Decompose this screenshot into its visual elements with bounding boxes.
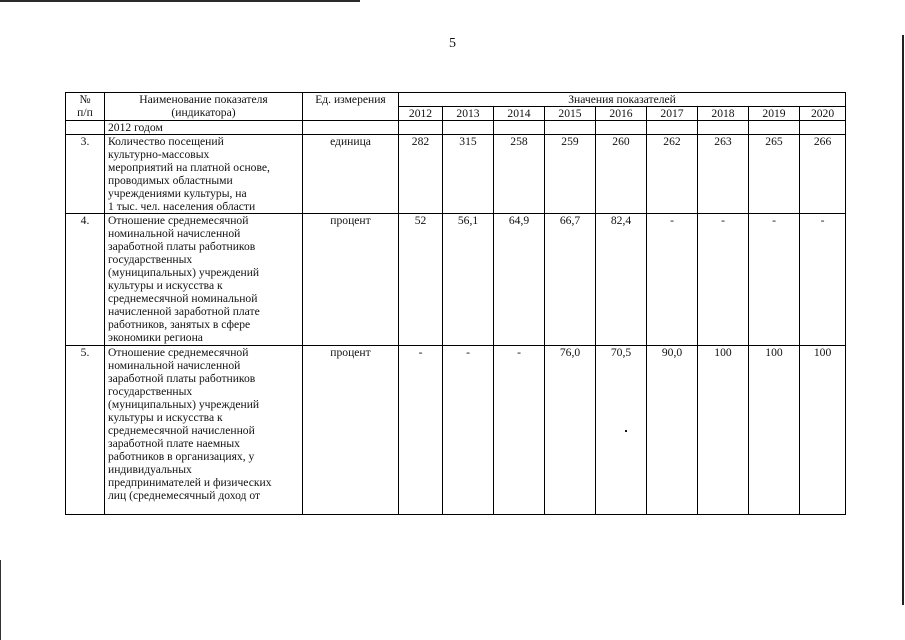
name-line: Отношение среднемесячной <box>108 346 249 359</box>
value-cell: 265 <box>749 135 800 214</box>
value-cell: 56,1 <box>443 214 494 346</box>
scan-edge-top <box>0 0 360 2</box>
value-cell: 100 <box>749 346 800 515</box>
indicator-name <box>105 214 303 346</box>
name-line: культуры и искусства к <box>108 279 223 292</box>
header-year: 2015 <box>545 107 596 121</box>
name-line: культурно-массовых <box>108 148 210 161</box>
header-year: 2012 <box>399 107 443 121</box>
header-name <box>105 93 303 121</box>
value-cell: 76,0 <box>545 346 596 515</box>
unit-cell: процент <box>303 214 399 346</box>
name-line: (муниципальных) учреждений <box>108 266 260 279</box>
row-number: 5. <box>66 346 105 515</box>
table-row-3 <box>66 135 846 214</box>
name-line: проводимых областными <box>108 174 233 187</box>
value-cell: 259 <box>545 135 596 214</box>
header-year: 2018 <box>698 107 749 121</box>
value-cell: 100 <box>800 346 846 515</box>
value-cell: 260 <box>596 135 647 214</box>
name-line: предпринимателей и физических <box>108 476 272 489</box>
name-line: заработной плате наемных <box>108 437 240 450</box>
value-cell: 263 <box>698 135 749 214</box>
value-cell: 52 <box>399 214 443 346</box>
value-cell: 282 <box>399 135 443 214</box>
indicator-name <box>105 346 303 515</box>
name-line: (муниципальных) учреждений <box>108 398 260 411</box>
header-year: 2013 <box>443 107 494 121</box>
scan-edge-left <box>0 560 1 640</box>
name-line: экономики региона <box>108 331 203 344</box>
table-cell <box>698 121 749 135</box>
name-line: Отношение среднемесячной <box>108 214 249 227</box>
name-line: заработной платы работников <box>108 240 256 253</box>
value-cell: 258 <box>494 135 545 214</box>
table-cell <box>596 121 647 135</box>
table-cell <box>749 121 800 135</box>
header-unit: Ед. измерения <box>303 93 399 121</box>
table-cell <box>303 121 399 135</box>
scan-edge-right <box>902 35 904 605</box>
table-cell <box>494 121 545 135</box>
header-num-line2: п/п <box>77 106 93 119</box>
value-cell: - <box>698 214 749 346</box>
header-year: 2019 <box>749 107 800 121</box>
table-cell <box>399 121 443 135</box>
unit-cell: процент <box>303 346 399 515</box>
value-cell: 100 <box>698 346 749 515</box>
name-line: работников в организациях, у <box>108 450 255 463</box>
value-cell: 262 <box>647 135 698 214</box>
name-line: лиц (среднемесячный доход от <box>108 489 261 502</box>
name-line: начисленной заработной плате <box>108 305 260 318</box>
scan-speck <box>625 430 627 432</box>
header-year: 2017 <box>647 107 698 121</box>
value-cell: - <box>647 214 698 346</box>
name-line: номинальной начисленной <box>108 359 241 372</box>
table-cell <box>647 121 698 135</box>
name-line: культуры и искусства к <box>108 411 223 424</box>
header-num-line1: № <box>79 93 91 106</box>
row-number: 4. <box>66 214 105 346</box>
header-name-line2: (индикатора) <box>171 106 236 119</box>
name-line: номинальной начисленной <box>108 227 241 240</box>
header-values-group: Значения показателей <box>399 93 846 107</box>
value-cell: 70,5 <box>596 346 647 515</box>
table-cell <box>66 121 105 135</box>
header-year: 2016 <box>596 107 647 121</box>
continuation-row <box>66 121 846 135</box>
name-line: заработной платы работников <box>108 372 256 385</box>
name-line: среднемесячной начисленной <box>108 424 255 437</box>
value-cell: 64,9 <box>494 214 545 346</box>
table-cell <box>545 121 596 135</box>
value-cell: 82,4 <box>596 214 647 346</box>
header-year: 2020 <box>800 107 846 121</box>
name-line: Количество посещений <box>108 135 224 148</box>
indicators-table <box>65 92 846 515</box>
value-cell: - <box>749 214 800 346</box>
value-cell: - <box>494 346 545 515</box>
table-cell <box>800 121 846 135</box>
indicator-name <box>105 135 303 214</box>
table-row-4 <box>66 214 846 346</box>
header-num <box>66 93 105 121</box>
value-cell: - <box>800 214 846 346</box>
name-line: работников, занятых в сфере <box>108 318 251 331</box>
header-year: 2014 <box>494 107 545 121</box>
name-line: среднемесячной номинальной <box>108 292 258 305</box>
name-line: мероприятий на платной основе, <box>108 161 270 174</box>
value-cell: - <box>399 346 443 515</box>
name-line: государственных <box>108 253 193 266</box>
table-row-5 <box>66 346 846 515</box>
name-line: индивидуальных <box>108 463 192 476</box>
header-name-line1: Наименование показателя <box>139 93 268 106</box>
name-line: 1 тыс. чел. населения области <box>108 200 256 213</box>
name-line: государственных <box>108 385 193 398</box>
page-number: 5 <box>449 36 456 51</box>
name-line: учреждениями культуры, на <box>108 187 247 200</box>
unit-cell: единица <box>303 135 399 214</box>
table-cell <box>443 121 494 135</box>
value-cell: 266 <box>800 135 846 214</box>
continuation-text: 2012 годом <box>105 121 303 135</box>
row-number: 3. <box>66 135 105 214</box>
value-cell: 66,7 <box>545 214 596 346</box>
header-row-1 <box>66 93 846 107</box>
value-cell: 315 <box>443 135 494 214</box>
value-cell: - <box>443 346 494 515</box>
value-cell: 90,0 <box>647 346 698 515</box>
